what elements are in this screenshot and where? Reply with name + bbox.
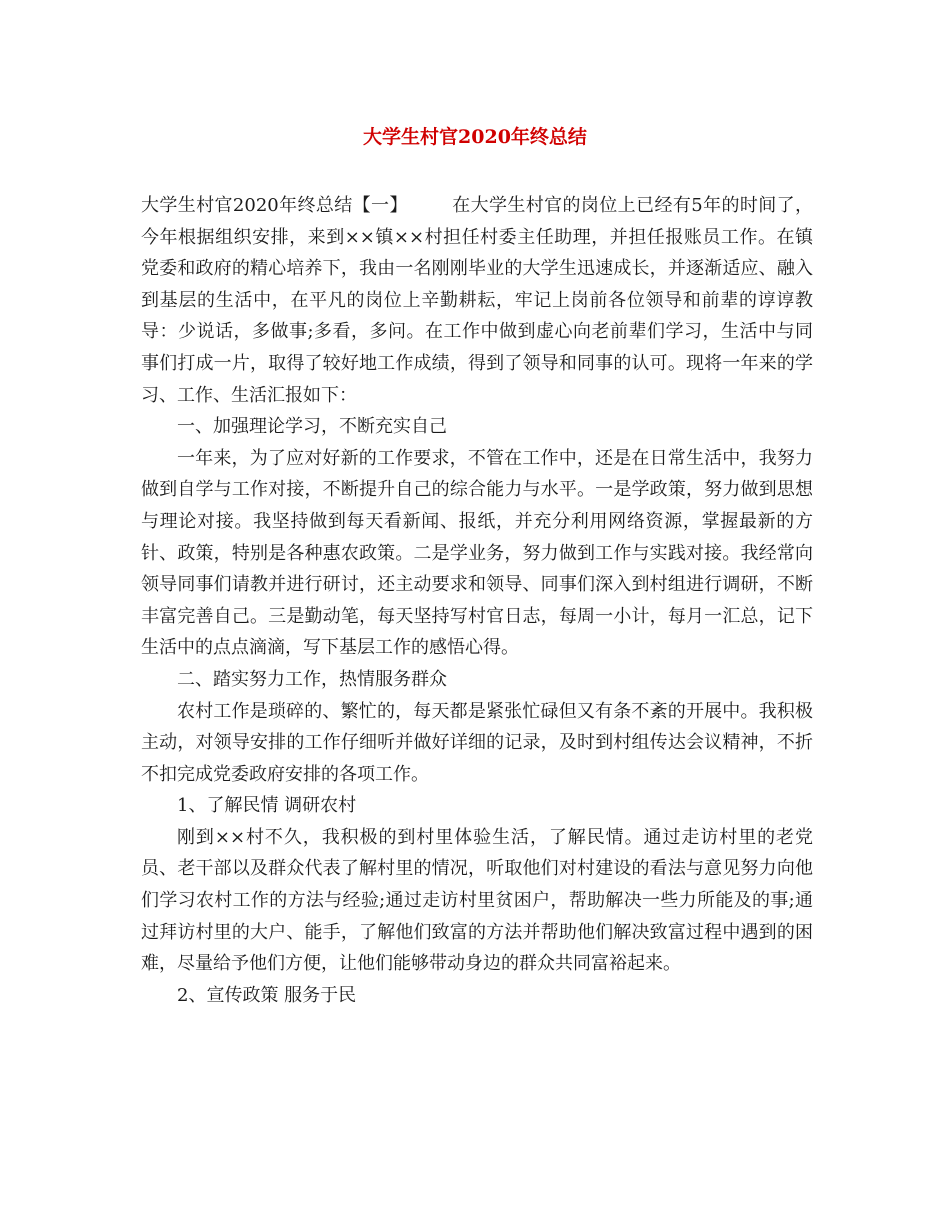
subsection-heading-2: 2、宣传政策 服务于民 [177, 984, 357, 1006]
document-title: 大学生村官2020年终总结 [363, 126, 587, 148]
section-heading-1: 一、加强理论学习，不断充实自己 [177, 416, 447, 438]
section-heading-2: 二、踏实努力工作，热情服务群众 [177, 668, 447, 690]
subsection-heading-1: 1、了解民情 调研农村 [177, 795, 357, 817]
intro-text: 在大学生村官的岗位上已经有5年的时间了，今年根据组织安排，来到××镇××村担任村委主任助理，并担任报账员工作。在镇党委和政府的精心培养下，我由一名刚刚毕业的大学生迅速成长，并逐渐适应、融入到基层的生活中，在平凡的岗位上辛勤耕耘，牢记上岗前各位领导和前辈的谆谆教导：少说话，多做事;多看，多问。在工作中做到虚心向老前辈们学习，生活中与同事们打成一片，取得了较好地工作成绩，得到了领导和同事的认可。现将一年来的学习、工作、生活汇报如下： [141, 195, 813, 406]
body-paragraph-2: 农村工作是琐碎的、繁忙的，每天都是紧张忙碌但又有条不紊的开展中。我积极主动，对领导安排的工作仔细听并做好详细的记录，及时到村组传达会议精神，不折不扣完成党委政府安排的各项工作。 [141, 700, 813, 785]
document-body [141, 190, 813, 1011]
body-paragraph-3: 刚到××村不久，我积极的到村里体验生活，了解民情。通过走访村里的老党员、老干部以及群众代表了解村里的情况，听取他们对村建设的看法与意见努力向他们学习农村工作的方法与经验;通过走访村里贫困户，帮助解决一些力所能及的事;通过拜访村里的大户、能手，了解他们致富的方法并帮助他们解决致富过程中遇到的困难，尽量给予他们方便，让他们能够带动身边的群众共同富裕起来。 [141, 826, 813, 975]
intro-heading: 大学生村官2020年终总结【一】 [141, 195, 408, 216]
body-paragraph-1: 一年来，为了应对好新的工作要求，不管在工作中，还是在日常生活中，我努力做到自学与工作对接，不断提升自己的综合能力与水平。一是学政策，努力做到思想与理论对接。我坚持做到每天看新闻、报纸，并充分利用网络资源，掌握最新的方针、政策，特别是各种惠农政策。二是学业务，努力做到工作与实践对接。我经常向领导同事们请教并进行研讨，还主动要求和领导、同事们深入到村组进行调研，不断丰富完善自己。三是勤动笔，每天坚持写村官日志，每周一小计，每月一汇总，记下生活中的点点滴滴，写下基层工作的感悟心得。 [141, 447, 813, 659]
intro-paragraph [141, 190, 813, 411]
